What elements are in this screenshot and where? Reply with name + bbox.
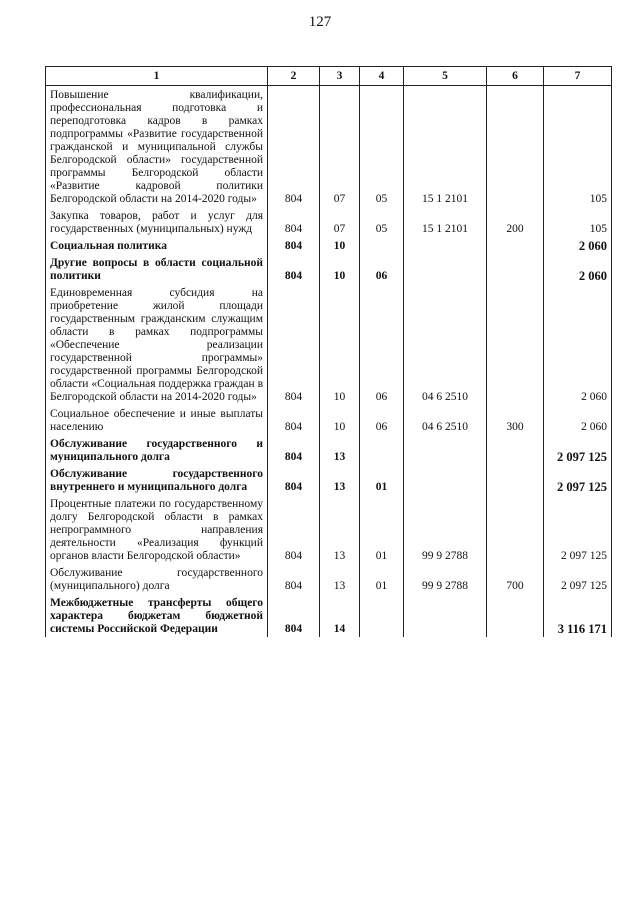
table-row — [46, 207, 612, 237]
row-section: 10 — [320, 284, 360, 405]
budget-table — [45, 66, 612, 637]
row-expense-type — [487, 237, 544, 254]
table-row — [46, 237, 612, 254]
row-target-code — [404, 435, 487, 465]
row-expense-type: 200 — [487, 207, 544, 237]
header-col-7: 7 — [544, 67, 612, 86]
row-target-code: 99 9 2788 — [404, 495, 487, 564]
row-admin-code: 804 — [268, 465, 320, 495]
row-section: 13 — [320, 435, 360, 465]
table-row — [46, 564, 612, 594]
row-amount: 2 060 — [544, 254, 612, 284]
row-subsection: 01 — [360, 465, 404, 495]
header-col-2: 2 — [268, 67, 320, 86]
row-expense-type — [487, 435, 544, 465]
row-section: 10 — [320, 405, 360, 435]
row-subsection: 06 — [360, 284, 404, 405]
row-subsection: 01 — [360, 495, 404, 564]
row-amount: 2 060 — [544, 284, 612, 405]
row-subsection: 06 — [360, 254, 404, 284]
row-admin-code: 804 — [268, 86, 320, 208]
row-admin-code: 804 — [268, 594, 320, 637]
header-col-5: 5 — [404, 67, 487, 86]
row-name: Обслуживание государственного (муниципального) долга — [46, 564, 268, 594]
row-name: Другие вопросы в области социальной политики — [46, 254, 268, 284]
row-expense-type — [487, 254, 544, 284]
row-target-code: 04 6 2510 — [404, 284, 487, 405]
row-target-code: 99 9 2788 — [404, 564, 487, 594]
row-subsection — [360, 594, 404, 637]
row-name: Повышение квалификации, профессиональная подготовка и переподготовка кадров в рамках подпрограммы «Развитие государственной гражданской и муниципальной службы Белгородской области» государственной программы Белгородской области «Развитие кадровой политики Белгородской области на 2014-2020 годы» — [46, 86, 268, 208]
row-section: 13 — [320, 495, 360, 564]
table-body — [46, 86, 612, 638]
header-col-1: 1 — [46, 67, 268, 86]
row-expense-type — [487, 495, 544, 564]
row-admin-code: 804 — [268, 254, 320, 284]
row-subsection: 06 — [360, 405, 404, 435]
row-amount: 2 097 125 — [544, 465, 612, 495]
row-subsection — [360, 435, 404, 465]
row-target-code — [404, 237, 487, 254]
row-section: 07 — [320, 207, 360, 237]
row-section: 10 — [320, 254, 360, 284]
row-name: Обслуживание государственного внутреннего и муниципального долга — [46, 465, 268, 495]
row-amount: 2 097 125 — [544, 564, 612, 594]
row-section: 14 — [320, 594, 360, 637]
row-name: Единовременная субсидия на приобретение жилой площади государственным гражданским служащим области в рамках подпрограммы «Обеспечение реализации государственной программы» государственной программы Белгородской области «Социальная поддержка граждан в Белгородской области на 2014-2020 годы» — [46, 284, 268, 405]
row-name: Межбюджетные трансферты общего характера бюджетам бюджетной системы Российской Федерации — [46, 594, 268, 637]
row-amount: 2 060 — [544, 237, 612, 254]
row-amount: 105 — [544, 207, 612, 237]
header-col-3: 3 — [320, 67, 360, 86]
row-section: 13 — [320, 465, 360, 495]
row-admin-code: 804 — [268, 564, 320, 594]
row-expense-type: 300 — [487, 405, 544, 435]
row-subsection: 01 — [360, 564, 404, 594]
row-amount: 2 097 125 — [544, 495, 612, 564]
row-expense-type: 700 — [487, 564, 544, 594]
page-number: 127 — [308, 14, 332, 30]
row-expense-type — [487, 86, 544, 208]
table-row — [46, 405, 612, 435]
row-subsection — [360, 237, 404, 254]
row-target-code: 15 1 2101 — [404, 86, 487, 208]
table-row — [46, 594, 612, 637]
table-row — [46, 254, 612, 284]
row-admin-code: 804 — [268, 435, 320, 465]
row-amount: 105 — [544, 86, 612, 208]
row-expense-type — [487, 284, 544, 405]
header-col-6: 6 — [487, 67, 544, 86]
row-admin-code: 804 — [268, 405, 320, 435]
row-admin-code: 804 — [268, 207, 320, 237]
table-row — [46, 435, 612, 465]
row-target-code — [404, 465, 487, 495]
row-subsection: 05 — [360, 86, 404, 208]
row-target-code — [404, 254, 487, 284]
table-row — [46, 86, 612, 208]
row-name: Обслуживание государственного и муниципального долга — [46, 435, 268, 465]
row-section: 10 — [320, 237, 360, 254]
row-admin-code: 804 — [268, 237, 320, 254]
row-subsection: 05 — [360, 207, 404, 237]
row-name: Социальное обеспечение и иные выплаты населению — [46, 405, 268, 435]
row-name: Социальная политика — [46, 237, 268, 254]
row-expense-type — [487, 594, 544, 637]
row-target-code — [404, 594, 487, 637]
row-expense-type — [487, 465, 544, 495]
table-row — [46, 284, 612, 405]
header-row — [46, 67, 612, 86]
row-admin-code: 804 — [268, 495, 320, 564]
row-name: Закупка товаров, работ и услуг для государственных (муниципальных) нужд — [46, 207, 268, 237]
row-section: 13 — [320, 564, 360, 594]
row-target-code: 04 6 2510 — [404, 405, 487, 435]
table-row — [46, 465, 612, 495]
row-amount: 2 060 — [544, 405, 612, 435]
table-row — [46, 495, 612, 564]
row-amount: 3 116 171 — [544, 594, 612, 637]
row-target-code: 15 1 2101 — [404, 207, 487, 237]
row-amount: 2 097 125 — [544, 435, 612, 465]
header-col-4: 4 — [360, 67, 404, 86]
row-admin-code: 804 — [268, 284, 320, 405]
row-name: Процентные платежи по государственному долгу Белгородской области в рамках непрограммного направления деятельности «Реализация функций органов власти Белгородской области» — [46, 495, 268, 564]
row-section: 07 — [320, 86, 360, 208]
